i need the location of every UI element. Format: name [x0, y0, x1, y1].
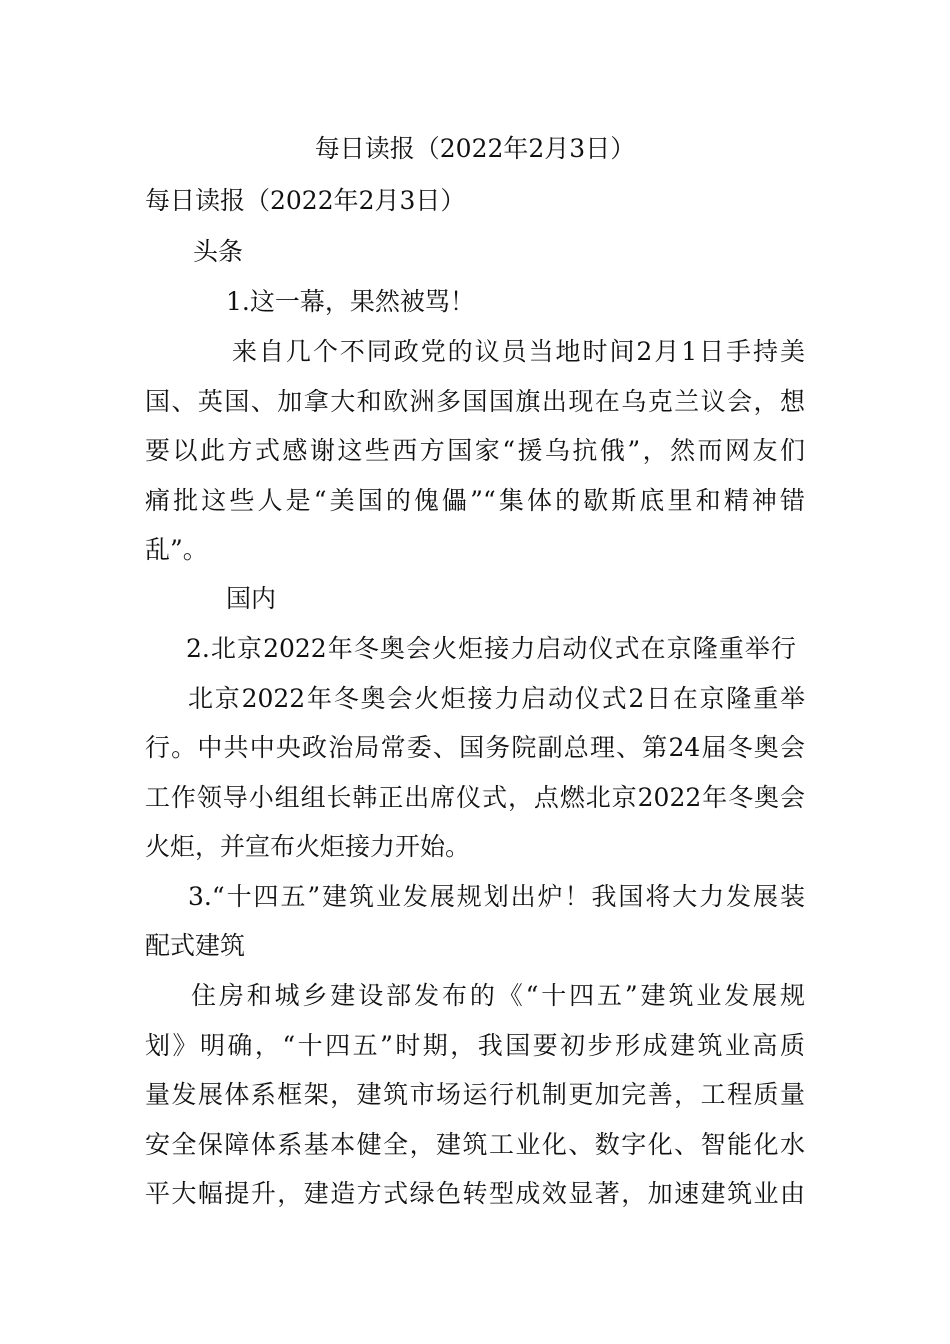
- article-1-body-line: 乱”。: [145, 535, 208, 564]
- article-2-body-line: 火炬，并宣布火炬接力开始。: [145, 832, 471, 861]
- article-3-heading: 3.“十四五”建筑业发展规划出炉！我国将大力发展装: [188, 882, 805, 911]
- article-1-body-line: 来自几个不同政党的议员当地时间2月1日手持美: [232, 337, 805, 366]
- document-title: 每日读报（2022年2月3日）: [314, 134, 636, 163]
- article-3-heading: 配式建筑: [145, 931, 246, 960]
- article-1-body-line: 要以此方式感谢这些西方国家“援乌抗俄”，然而网友们: [145, 436, 805, 465]
- article-3-body-line: 安全保障体系基本健全，建筑工业化、数字化、智能化水: [145, 1130, 805, 1159]
- article-3-body-line: 量发展体系框架，建筑市场运行机制更加完善，工程质量: [145, 1080, 805, 1109]
- article-2-heading: 2.北京2022年冬奥会火炬接力启动仪式在京隆重举行: [186, 634, 796, 663]
- article-1-heading: 1.这一幕，果然被骂！: [226, 287, 475, 316]
- document-subtitle: 每日读报（2022年2月3日）: [145, 186, 466, 215]
- article-2-body-line: 工作领导小组组长韩正出席仪式，点燃北京2022年冬奥会: [145, 783, 805, 812]
- article-2-body-line: 行。中共中央政治局常委、国务院副总理、第24届冬奥会: [145, 733, 805, 762]
- section-label-headline: 头条: [193, 237, 244, 266]
- article-3-body-line: 划》明确，“十四五”时期，我国要初步形成建筑业高质: [145, 1031, 805, 1060]
- article-3-body-line: 住房和城乡建设部发布的《“十四五”建筑业发展规: [191, 981, 805, 1010]
- article-2-body-line: 北京2022年冬奥会火炬接力启动仪式2日在京隆重举: [188, 684, 805, 713]
- section-label-domestic: 国内: [226, 584, 277, 613]
- article-3-body-line: 平大幅提升，建造方式绿色转型成效显著，加速建筑业由: [145, 1179, 805, 1208]
- article-1-body-line: 国、英国、加拿大和欧洲多国国旗出现在乌克兰议会，想: [145, 387, 805, 416]
- article-1-body-line: 痛批这些人是“美国的傀儡”“集体的歇斯底里和精神错: [145, 486, 805, 515]
